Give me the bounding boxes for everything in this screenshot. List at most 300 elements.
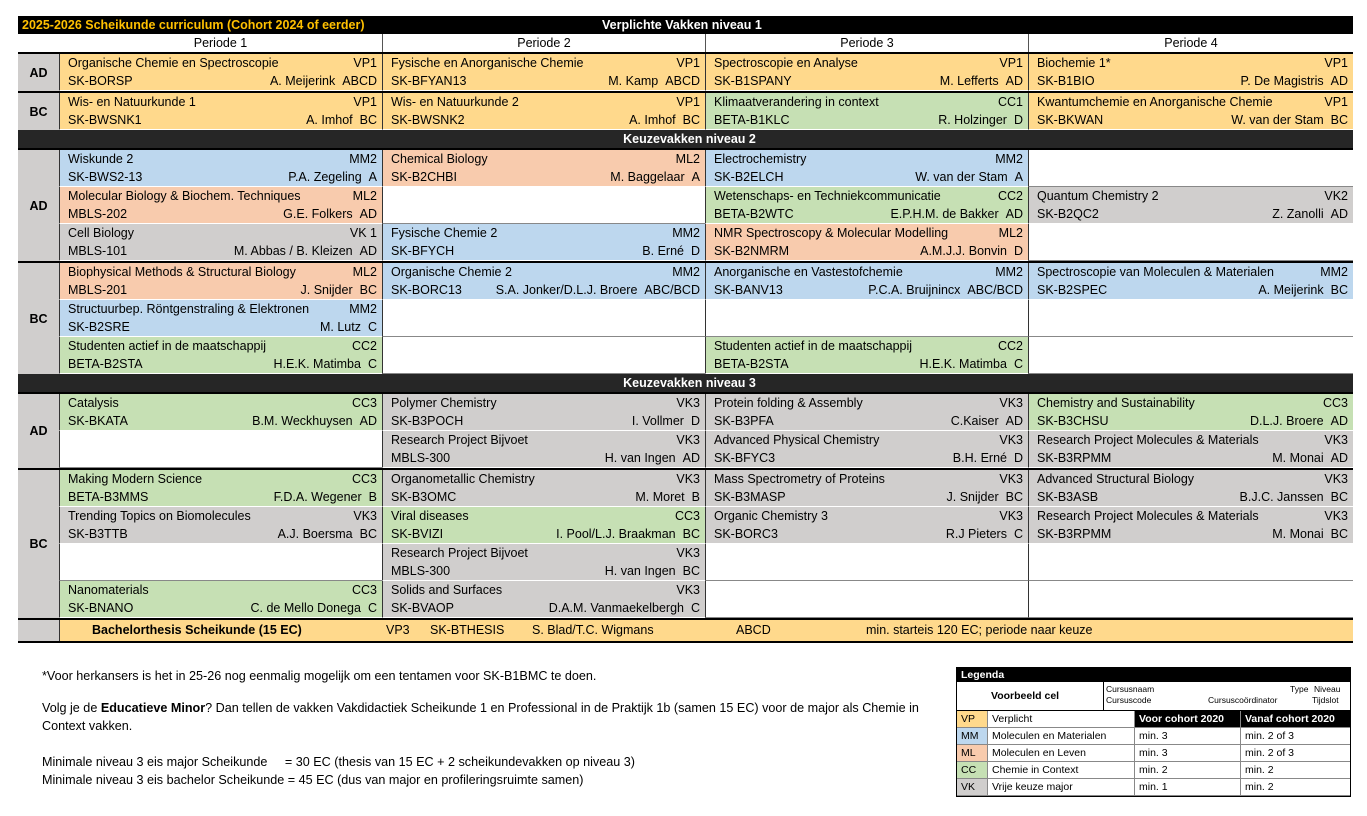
course-coordinator: C. de Mello Donega — [250, 601, 361, 615]
course-code: SK-B3POCH — [391, 414, 464, 428]
course-code: MBLS-300 — [391, 564, 451, 578]
course-type: VK3 — [999, 509, 1023, 523]
course-name: Advanced Structural Biology — [1037, 472, 1195, 486]
course-name: Catalysis — [68, 396, 119, 410]
course-line-1 — [714, 187, 1023, 205]
ann-type: Type — [1290, 684, 1309, 694]
course-name: Nanomaterials — [68, 583, 149, 597]
course-cell — [382, 394, 705, 431]
course-coordinator: P.C.A. Bruijnincx — [868, 283, 961, 297]
course-line-2 — [391, 449, 700, 467]
course-name: Studenten actief in de maatschappij — [714, 339, 913, 353]
title-bar — [18, 16, 1353, 34]
course-cell — [382, 507, 705, 544]
ann-code: Cursuscode — [1106, 695, 1152, 705]
course-line-2 — [68, 599, 377, 617]
course-coordinator: Z. Zanolli — [1272, 207, 1324, 221]
course-line-2 — [714, 242, 1023, 260]
course-type: VK3 — [676, 546, 700, 560]
course-coordinator: J. Snijder — [946, 490, 999, 504]
course-slot: A — [691, 170, 700, 184]
course-line-1 — [68, 581, 377, 599]
empty-cell — [59, 431, 382, 468]
course-coordinator: H. van Ingen — [604, 564, 676, 578]
course-cell — [59, 224, 382, 261]
legend-abbr: CC — [957, 762, 988, 778]
course-code: SK-B3TTB — [68, 527, 128, 541]
course-coordinator: H. van Ingen — [604, 451, 676, 465]
course-slot: AD — [359, 414, 377, 428]
empty-cell — [705, 544, 1028, 581]
course-name: Chemical Biology — [391, 152, 488, 166]
course-line-2 — [391, 242, 700, 260]
course-line-2 — [714, 168, 1023, 186]
course-name: Wiskunde 2 — [68, 152, 134, 166]
course-slot: D — [1013, 113, 1023, 127]
course-slot: AD — [1330, 207, 1348, 221]
course-name: Wis- en Natuurkunde 2 — [391, 95, 519, 109]
course-name: Wis- en Natuurkunde 1 — [68, 95, 196, 109]
course-type: VK3 — [1324, 433, 1348, 447]
course-name: Organometallic Chemistry — [391, 472, 535, 486]
course-cell — [1028, 54, 1353, 91]
course-cell — [705, 337, 1028, 374]
course-name: Structuurbep. Röntgenstraling & Elektronen — [68, 302, 310, 316]
course-name: Solids and Surfaces — [391, 583, 503, 597]
course-code: SK-BORC3 — [714, 527, 778, 541]
course-slot: BC — [1330, 283, 1348, 297]
course-coordinator: D.A.M. Vanmaekelbergh — [548, 601, 684, 615]
course-cell — [59, 187, 382, 224]
course-slot: AD — [359, 244, 377, 258]
timeslot-label: BC — [18, 470, 59, 618]
group-cells — [59, 470, 1353, 618]
legend-col-from: Vanaf cohort 2020 — [1241, 711, 1350, 727]
legend-col-before: Voor cohort 2020 — [1135, 711, 1241, 727]
course-line-1 — [1037, 263, 1348, 281]
course-cell — [1028, 394, 1353, 431]
legend-rows — [957, 711, 1350, 796]
course-code: SK-B3RPMM — [1037, 527, 1112, 541]
course-code: BETA-B1KLC — [714, 113, 790, 127]
course-line-1 — [714, 394, 1023, 412]
course-code: SK-BVIZI — [391, 527, 444, 541]
course-coordinator: M. Monai — [1272, 451, 1324, 465]
course-line-1 — [391, 470, 700, 488]
course-line-2 — [714, 449, 1023, 467]
course-type: MM2 — [995, 265, 1023, 279]
course-line-1 — [391, 93, 700, 111]
legend-abbr: VP — [957, 711, 988, 727]
course-slot: ABC/BCD — [644, 283, 700, 297]
course-line-1 — [1037, 394, 1348, 412]
group-ad-level3 — [18, 392, 1353, 468]
course-code: SK-B1SPANY — [714, 74, 792, 88]
course-line-1 — [391, 263, 700, 281]
course-line-1 — [714, 337, 1023, 355]
course-coordinator: J. Snijder — [300, 283, 353, 297]
course-slot: ABC/BCD — [967, 283, 1023, 297]
course-slot: AD — [682, 451, 700, 465]
course-code: SK-BVAOP — [391, 601, 454, 615]
course-line-2 — [68, 242, 377, 260]
course-name: Research Project Bijvoet — [391, 433, 528, 447]
course-cell — [59, 93, 382, 130]
course-code: SK-B3RPMM — [1037, 451, 1112, 465]
course-coordinator: I. Vollmer — [631, 414, 684, 428]
course-code: SK-B1BIO — [1037, 74, 1095, 88]
course-line-2 — [391, 111, 700, 129]
course-type: VP1 — [353, 56, 377, 70]
course-line-2 — [714, 281, 1023, 299]
course-type: MM2 — [1320, 265, 1348, 279]
course-type: CC3 — [674, 509, 700, 523]
legend-abbr: ML — [957, 745, 988, 761]
group-bc-level2 — [18, 261, 1353, 374]
course-slot: BC — [1330, 113, 1348, 127]
course-code: BETA-B2STA — [68, 357, 143, 371]
course-type: VP1 — [1324, 56, 1348, 70]
legend — [956, 667, 1351, 797]
course-code: SK-B3MASP — [714, 490, 786, 504]
minor-note — [42, 699, 942, 735]
course-line-2 — [1037, 72, 1348, 90]
course-line-1 — [391, 431, 700, 449]
timeslot-label: AD — [18, 150, 59, 261]
course-type: VK2 — [1324, 189, 1348, 203]
course-slot: AD — [1330, 74, 1348, 88]
course-coordinator: R. Holzinger — [938, 113, 1007, 127]
group-cells — [59, 150, 1353, 261]
empty-cell — [705, 581, 1028, 618]
legend-before: min. 2 — [1135, 762, 1241, 778]
course-name: Biochemie 1* — [1037, 56, 1111, 70]
course-line-2 — [68, 168, 377, 186]
course-code: SK-BKWAN — [1037, 113, 1104, 127]
course-coordinator: F.D.A. Wegener — [273, 490, 362, 504]
course-line-2 — [68, 412, 377, 430]
course-line-1 — [391, 394, 700, 412]
empty-cell — [59, 544, 382, 581]
course-coordinator: C.Kaiser — [950, 414, 999, 428]
course-type: VK 1 — [349, 226, 377, 240]
course-line-2 — [714, 488, 1023, 506]
course-slot: C — [367, 320, 377, 334]
course-name: Spectroscopie van Moleculen & Materialen — [1037, 265, 1274, 279]
course-type: VP1 — [676, 95, 700, 109]
course-line-1 — [1037, 431, 1348, 449]
course-code: MBLS-101 — [68, 244, 128, 258]
legend-abbr: MM — [957, 728, 988, 744]
course-name: Organic Chemistry 3 — [714, 509, 828, 523]
course-name: Biophysical Methods & Structural Biology — [68, 265, 296, 279]
course-coordinator: I. Pool/L.J. Braakman — [556, 527, 676, 541]
period-1-header: Periode 1 — [193, 36, 248, 50]
course-line-1 — [714, 93, 1023, 111]
course-type: VK3 — [999, 433, 1023, 447]
course-slot: BC — [1005, 490, 1023, 504]
course-name: Viral diseases — [391, 509, 469, 523]
course-coordinator: B.H. Erné — [952, 451, 1007, 465]
course-cell — [705, 150, 1028, 187]
course-slot: BC — [359, 527, 377, 541]
course-line-2 — [714, 525, 1023, 543]
course-type: VK3 — [1324, 472, 1348, 486]
course-line-1 — [391, 544, 700, 562]
course-cell — [59, 300, 382, 337]
course-cell — [382, 93, 705, 130]
course-line-2 — [714, 355, 1023, 373]
course-cell — [1028, 470, 1353, 507]
thesis-code: SK-BTHESIS — [430, 623, 505, 637]
page-title: 2025-2026 Scheikunde curriculum (Cohort 2024 of eerder) — [18, 16, 388, 34]
legend-example — [957, 682, 1350, 711]
course-cell — [705, 54, 1028, 91]
ann-slot: Tijdslot — [1312, 695, 1339, 705]
ann-coordinator: Cursuscoördinator — [1208, 695, 1278, 705]
course-coordinator: A. Meijerink — [1258, 283, 1324, 297]
course-line-2 — [391, 488, 700, 506]
legend-label: Verplicht — [988, 711, 1135, 727]
legend-label: Vrije keuze major — [988, 779, 1135, 795]
course-cell — [705, 470, 1028, 507]
course-cell — [705, 431, 1028, 468]
group-cells — [59, 394, 1353, 468]
course-line-2 — [714, 205, 1023, 223]
course-type: MM2 — [995, 152, 1023, 166]
timeslot-label: AD — [18, 54, 59, 91]
course-line-1 — [1037, 187, 1348, 205]
course-type: VK3 — [676, 583, 700, 597]
course-name: Research Project Bijvoet — [391, 546, 528, 560]
course-line-2 — [1037, 111, 1348, 129]
course-code: SK-B2SPEC — [1037, 283, 1108, 297]
course-line-1 — [68, 54, 377, 72]
empty-cell — [1028, 581, 1353, 618]
thesis-note: min. starteis 120 EC; periode naar keuze — [866, 623, 1093, 637]
course-slot: ABCD — [665, 74, 700, 88]
legend-header-row — [957, 711, 1350, 728]
course-slot: ABCD — [342, 74, 377, 88]
course-type: ML2 — [352, 265, 377, 279]
course-line-2 — [391, 412, 700, 430]
minor-note-pre: Volg je de — [42, 701, 101, 715]
footnote: *Voor herkansers is het in 25-26 nog eenmalig mogelijk om een tentamen voor SK-B1BMC te doen. — [42, 669, 597, 683]
course-line-1 — [391, 581, 700, 599]
course-type: VK3 — [353, 509, 377, 523]
course-line-1 — [391, 150, 700, 168]
empty-cell — [1028, 224, 1353, 261]
course-code: BETA-B3MMS — [68, 490, 149, 504]
course-type: VK3 — [676, 433, 700, 447]
course-slot: D — [1013, 244, 1023, 258]
course-line-1 — [68, 470, 377, 488]
course-slot: AD — [1005, 414, 1023, 428]
course-line-1 — [1037, 507, 1348, 525]
course-slot: AD — [1330, 414, 1348, 428]
course-cell — [1028, 431, 1353, 468]
course-code: SK-BFYCH — [391, 244, 455, 258]
course-coordinator: P. De Magistris — [1240, 74, 1324, 88]
course-type: VK3 — [676, 472, 700, 486]
course-type: MM2 — [349, 152, 377, 166]
course-type: ML2 — [998, 226, 1023, 240]
course-code: SK-BNANO — [68, 601, 134, 615]
course-code: SK-B2ELCH — [714, 170, 784, 184]
course-slot: BC — [1330, 490, 1348, 504]
course-slot: C — [1013, 357, 1023, 371]
course-type: VP1 — [1324, 95, 1348, 109]
course-name: Molecular Biology & Biochem. Techniques — [68, 189, 301, 203]
level2-section — [18, 148, 1353, 374]
legend-title: Legenda — [957, 668, 1350, 682]
course-name: Advanced Physical Chemistry — [714, 433, 880, 447]
group-cells — [59, 93, 1353, 130]
course-line-1 — [68, 507, 377, 525]
course-line-2 — [68, 355, 377, 373]
course-type: VK3 — [1324, 509, 1348, 523]
empty-cell — [1028, 337, 1353, 374]
course-cell — [1028, 187, 1353, 224]
course-cell — [382, 470, 705, 507]
group-ad-level2 — [18, 148, 1353, 261]
course-name: Quantum Chemistry 2 — [1037, 189, 1159, 203]
course-line-2 — [1037, 205, 1348, 223]
course-coordinator: A. Meijerink — [269, 74, 336, 88]
legend-row — [957, 728, 1350, 745]
course-line-1 — [68, 263, 377, 281]
course-type: CC3 — [351, 396, 377, 410]
course-coordinator: A.J. Boersma — [277, 527, 353, 541]
minor-note-bold: Educatieve Minor — [100, 701, 206, 715]
level3-section — [18, 392, 1353, 618]
course-type: VK3 — [999, 472, 1023, 486]
course-line-1 — [714, 224, 1023, 242]
timeslot-label: BC — [18, 263, 59, 374]
course-line-1 — [68, 93, 377, 111]
course-line-1 — [68, 187, 377, 205]
course-slot: AD — [1005, 207, 1023, 221]
thesis-coordinator: S. Blad/T.C. Wigmans — [532, 623, 654, 637]
course-name: Electrochemistry — [714, 152, 807, 166]
empty-cell — [705, 300, 1028, 337]
course-coordinator: R.J Pieters — [945, 527, 1007, 541]
course-cell — [705, 263, 1028, 300]
course-code: SK-BORC13 — [391, 283, 462, 297]
course-line-2 — [714, 72, 1023, 90]
course-cell — [705, 394, 1028, 431]
course-line-1 — [1037, 470, 1348, 488]
course-code: SK-BKATA — [68, 414, 128, 428]
course-type: CC3 — [351, 472, 377, 486]
corner-cell — [18, 34, 59, 52]
course-type: MM2 — [349, 302, 377, 316]
course-type: CC2 — [997, 339, 1023, 353]
legend-label: Chemie in Context — [988, 762, 1135, 778]
course-name: Kwantumchemie en Anorganische Chemie — [1037, 95, 1273, 109]
course-cell — [59, 150, 382, 187]
course-cell — [382, 544, 705, 581]
course-cell — [382, 224, 705, 261]
course-cell — [59, 581, 382, 618]
curriculum-table — [18, 16, 1353, 643]
course-cell — [59, 394, 382, 431]
course-line-1 — [391, 54, 700, 72]
course-slot: BC — [682, 564, 700, 578]
course-slot: A — [368, 170, 377, 184]
course-name: Organische Chemie en Spectroscopie — [68, 56, 279, 70]
course-line-2 — [1037, 412, 1348, 430]
course-slot: AD — [1005, 74, 1023, 88]
legend-from: min. 2 — [1245, 764, 1274, 776]
course-cell — [705, 187, 1028, 224]
course-name: Protein folding & Assembly — [714, 396, 863, 410]
course-line-2 — [391, 168, 700, 186]
course-line-1 — [68, 224, 377, 242]
course-code: SK-BANV13 — [714, 283, 783, 297]
course-coordinator: G.E. Folkers — [283, 207, 353, 221]
course-slot: C — [690, 601, 700, 615]
course-line-2 — [391, 281, 700, 299]
course-line-2 — [68, 205, 377, 223]
course-line-2 — [68, 72, 377, 90]
course-name: Klimaatverandering in context — [714, 95, 879, 109]
course-code: SK-B3OMC — [391, 490, 457, 504]
period-3-header: Periode 3 — [705, 34, 1028, 52]
course-name: Research Project Molecules & Materials — [1037, 433, 1259, 447]
course-code: SK-BWSNK1 — [68, 113, 142, 127]
course-coordinator: A. Imhof — [629, 113, 676, 127]
course-slot: BC — [359, 113, 377, 127]
group-cells — [59, 54, 1353, 91]
course-line-1 — [1037, 93, 1348, 111]
course-line-1 — [714, 263, 1023, 281]
course-slot: BC — [359, 283, 377, 297]
course-coordinator: S.A. Jonker/D.L.J. Broere — [495, 283, 638, 297]
course-name: Mass Spectrometry of Proteins — [714, 472, 885, 486]
group-bc-level1 — [18, 91, 1353, 130]
thesis-label-cell — [18, 620, 59, 641]
course-coordinator: M. Lefferts — [939, 74, 999, 88]
course-type: CC3 — [1322, 396, 1348, 410]
course-slot: B — [691, 490, 700, 504]
empty-cell — [1028, 300, 1353, 337]
course-cell — [382, 581, 705, 618]
ann-name: Cursusnaam — [1106, 684, 1155, 694]
course-name: Research Project Molecules & Materials — [1037, 509, 1259, 523]
course-coordinator: B.J.C. Janssen — [1239, 490, 1324, 504]
course-code: MBLS-202 — [68, 207, 128, 221]
thesis-slot: ABCD — [736, 623, 771, 637]
course-line-1 — [714, 150, 1023, 168]
course-code: SK-BWSNK2 — [391, 113, 465, 127]
course-coordinator: H.E.K. Matimba — [273, 357, 361, 371]
course-slot: B — [368, 490, 377, 504]
course-slot: AD — [359, 207, 377, 221]
course-coordinator: W. van der Stam — [1231, 113, 1324, 127]
course-line-2 — [1037, 525, 1348, 543]
course-cell — [382, 263, 705, 300]
legend-row — [957, 762, 1350, 779]
course-slot: D — [690, 244, 700, 258]
minor-note-post: ? Dan tellen de vakken Vakdidactiek Scheikunde 1 en Professional in de Praktijk 1b (samen 15 EC) voor de major als Chemie in Context vakken. — [42, 701, 919, 733]
course-cell — [59, 263, 382, 300]
legend-from: min. 2 — [1245, 781, 1274, 793]
course-type: CC3 — [351, 583, 377, 597]
course-code: SK-BORSP — [68, 74, 133, 88]
empty-cell — [382, 187, 705, 224]
course-cell — [705, 507, 1028, 544]
